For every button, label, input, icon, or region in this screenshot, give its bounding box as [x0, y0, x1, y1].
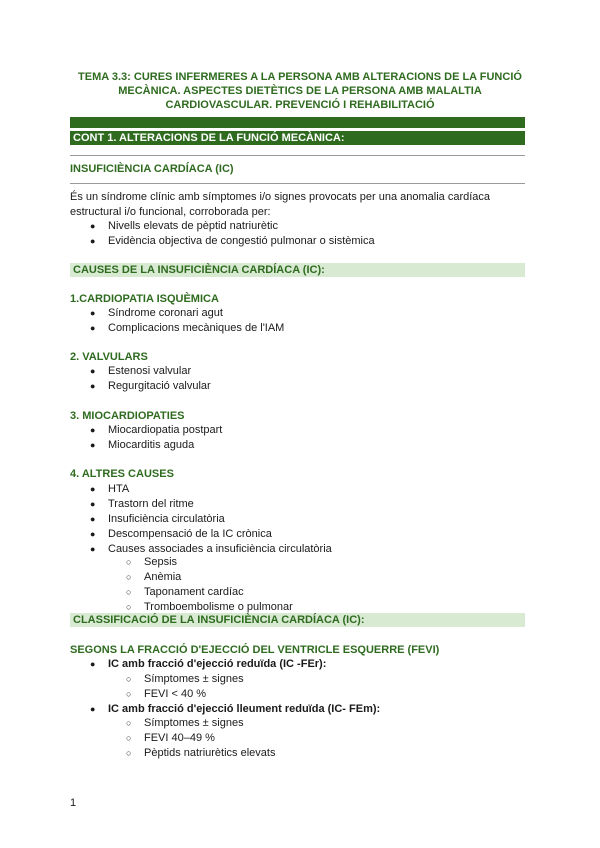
list-item — [124, 716, 275, 731]
title-line: TEMA 3.3: CURES INFERMERES A LA PERSONA AMB ALTERACIONS DE LA FUNCIÓ — [78, 71, 522, 83]
list-item — [88, 497, 332, 512]
document-title — [70, 70, 530, 112]
list-item — [88, 657, 326, 672]
list-item — [88, 423, 222, 438]
list-item-text: Pèptids natriurètics elevats — [144, 747, 276, 759]
bullet-icon: ● — [90, 425, 96, 435]
hollow-bullet-icon: ○ — [126, 557, 132, 567]
list-item — [88, 379, 211, 394]
hollow-bullet-icon: ○ — [126, 689, 132, 699]
bullet-icon: ● — [90, 308, 96, 318]
cause-heading: 1.CARDIOPATIA ISQUÈMICA — [70, 293, 219, 305]
list-item — [88, 234, 375, 249]
hollow-bullet-icon: ○ — [126, 748, 132, 758]
decorative-bar — [70, 117, 525, 128]
bullet-icon: ● — [90, 381, 96, 391]
list-item — [124, 570, 293, 585]
cause-sublist — [124, 555, 293, 615]
bullet-icon: ● — [90, 366, 96, 376]
list-item-text: Anèmia — [144, 571, 182, 583]
list-item-text: Evidència objectiva de congestió pulmonar o sistèmica — [108, 235, 375, 247]
list-item-text: Símptomes ± signes — [144, 673, 244, 685]
hollow-bullet-icon: ○ — [126, 674, 132, 684]
cause-list — [88, 423, 222, 453]
bullet-icon: ● — [90, 659, 96, 669]
list-item-text: IC amb fracció d'ejecció reduïda (IC -FEr): — [108, 658, 327, 670]
divider — [70, 183, 525, 184]
list-item-text: Trastorn del ritme — [108, 498, 194, 510]
cause-list — [88, 482, 332, 557]
bullet-icon: ● — [90, 499, 96, 509]
fevi-mild-sublist — [124, 716, 275, 761]
list-item-text: FEVI 40–49 % — [144, 732, 215, 744]
list-item-text: Estenosi valvular — [108, 365, 192, 377]
list-item-text: Símptomes ± signes — [144, 717, 244, 729]
cause-heading: 3. MIOCARDIOPATIES — [70, 410, 185, 422]
list-item — [88, 321, 284, 336]
list-item-text: Complicacions mecàniques de l'IAM — [108, 322, 285, 334]
bullet-icon: ● — [90, 236, 96, 246]
cause-list — [88, 306, 284, 336]
bullet-icon: ● — [90, 514, 96, 524]
bullet-icon: ● — [90, 323, 96, 333]
list-item — [88, 306, 284, 321]
list-item-text: Miocardiopatia postpart — [108, 424, 223, 436]
list-item — [88, 512, 332, 527]
cause-list — [88, 364, 211, 394]
cause-heading: 2. VALVULARS — [70, 351, 148, 363]
hollow-bullet-icon: ○ — [126, 602, 132, 612]
title-line: MECÀNICA. ASPECTES DIETÈTICS DE LA PERSONA AMB MALALTIA — [118, 85, 482, 97]
list-item-text: Regurgitació valvular — [108, 380, 211, 392]
ic-definition: És un síndrome clínic amb símptomes i/o signes provocats per una anomalia cardíaca estructural i/o funcional, corroborada per: — [70, 191, 491, 218]
list-item-text: Descompensació de la IC crònica — [108, 528, 272, 540]
bullet-icon: ● — [90, 484, 96, 494]
bullet-icon: ● — [90, 529, 96, 539]
hollow-bullet-icon: ○ — [126, 587, 132, 597]
ic-heading: INSUFICIÈNCIA CARDÍACA (IC) — [70, 163, 234, 175]
causes-heading: CAUSES DE LA INSUFICIÈNCIA CARDÍACA (IC): — [70, 263, 525, 277]
list-item — [88, 438, 222, 453]
list-item — [124, 687, 244, 702]
hollow-bullet-icon: ○ — [126, 572, 132, 582]
bullet-icon: ● — [90, 704, 96, 714]
list-item-text: Sepsis — [144, 556, 178, 568]
list-item — [124, 672, 244, 687]
list-item — [124, 555, 293, 570]
classification-heading: CLASSIFICACIÓ DE LA INSUFICIÈNCIA CARDÍACA (IC): — [70, 613, 525, 627]
divider — [70, 155, 525, 156]
fevi-reduced-list — [88, 657, 326, 672]
list-item — [88, 702, 380, 717]
cause-heading: 4. ALTRES CAUSES — [70, 468, 174, 480]
list-item — [124, 731, 275, 746]
list-item-text: Miocarditis aguda — [108, 439, 195, 451]
hollow-bullet-icon: ○ — [126, 733, 132, 743]
list-item — [124, 585, 293, 600]
list-item-text: FEVI < 40 % — [144, 688, 207, 700]
list-item-text: Taponament cardíac — [144, 586, 244, 598]
list-item-text: Síndrome coronari agut — [108, 307, 223, 319]
list-item — [88, 482, 332, 497]
list-item — [88, 364, 211, 379]
bullet-icon: ● — [90, 221, 96, 231]
bullet-icon: ● — [90, 544, 96, 554]
fevi-heading: SEGONS LA FRACCIÓ D'EJECCIÓ DEL VENTRICLE ESQUERRE (FEVI) — [70, 644, 440, 656]
page-number: 1 — [70, 797, 77, 809]
fevi-mild-list — [88, 702, 380, 717]
list-item-text: Insuficiència circulatòria — [108, 513, 225, 525]
hollow-bullet-icon: ○ — [126, 718, 132, 728]
section-heading: CONT 1. ALTERACIONS DE LA FUNCIÓ MECÀNICA: — [70, 131, 525, 145]
list-item-text: HTA — [108, 483, 130, 495]
list-item-text: Tromboembolisme o pulmonar — [144, 601, 293, 613]
list-item — [124, 746, 275, 761]
ic-criteria-list — [88, 219, 375, 249]
list-item — [88, 527, 332, 542]
list-item-text: Nivells elevats de pèptid natriurètic — [108, 220, 278, 232]
title-line: CARDIOVASCULAR. PREVENCIÓ I REHABILITACIÓ — [165, 99, 435, 111]
list-item-text: IC amb fracció d'ejecció lleument reduïda (IC- FEm): — [108, 703, 381, 715]
bullet-icon: ● — [90, 440, 96, 450]
list-item-text: Causes associades a insuficiència circulatòria — [108, 543, 332, 555]
list-item — [88, 219, 375, 234]
fevi-reduced-sublist — [124, 672, 244, 702]
